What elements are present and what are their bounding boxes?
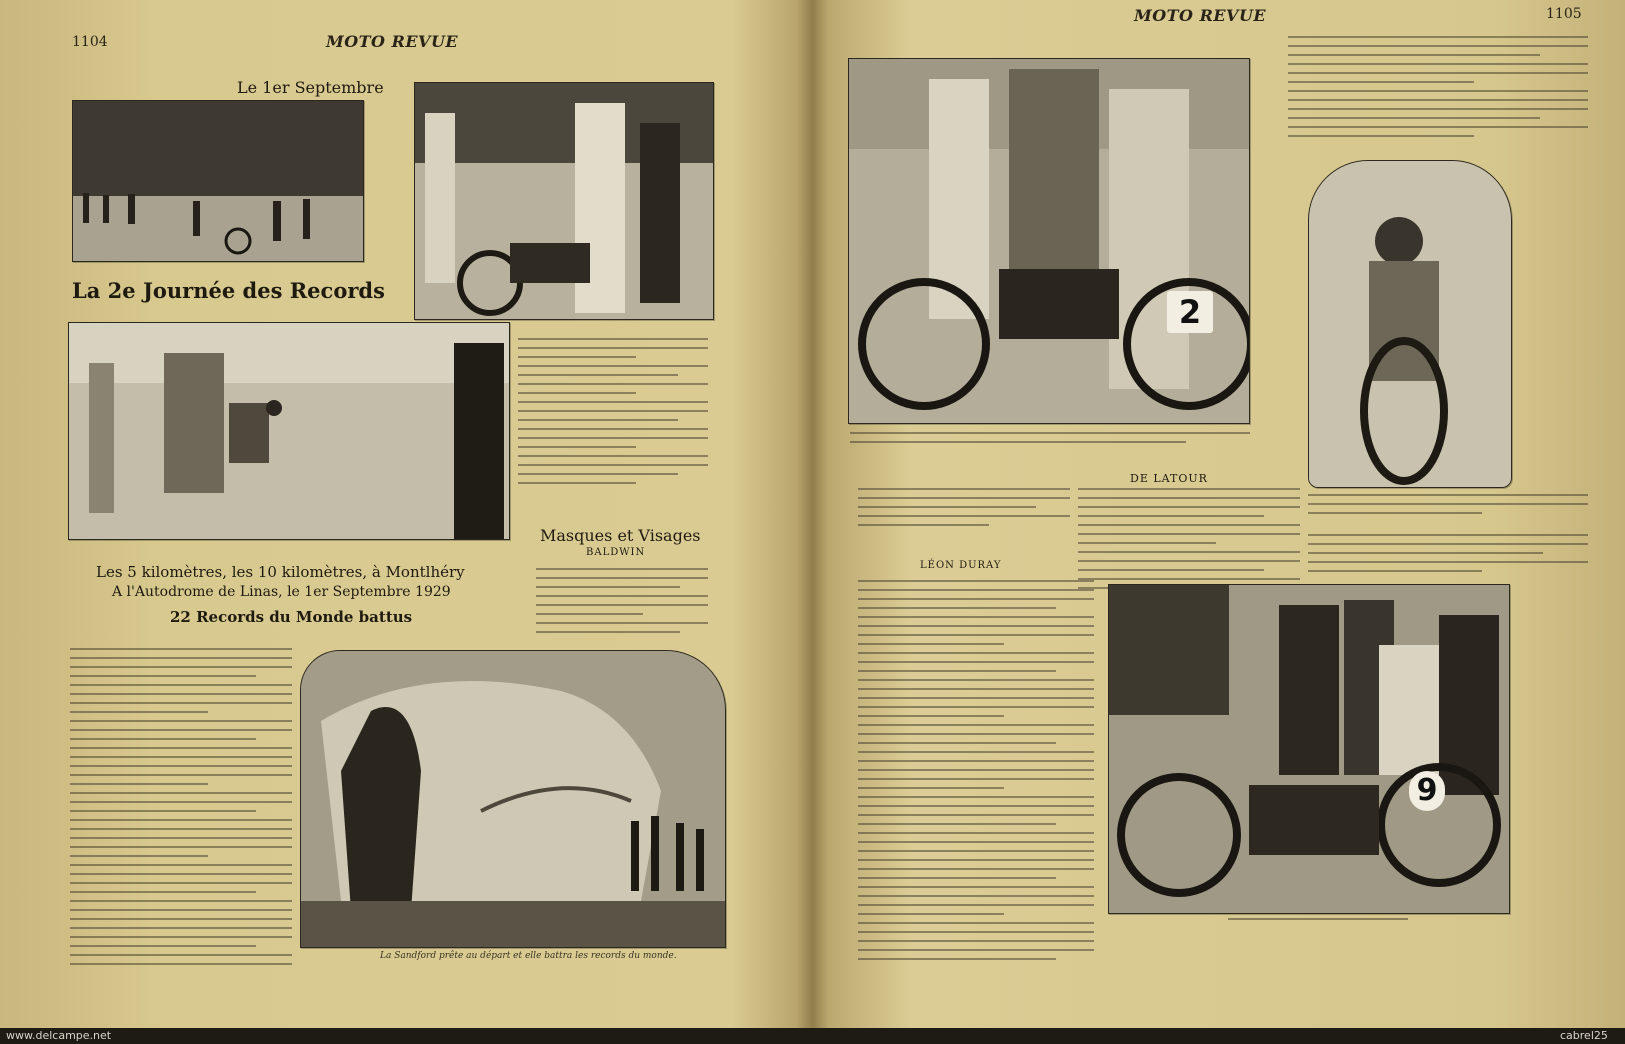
- photo-crash-scene: [414, 82, 714, 320]
- caption-sandford: La Sandford prête au départ et elle battra les records du monde.: [380, 951, 677, 961]
- section-heading-masques: Masques et Visages: [540, 526, 701, 545]
- caption-column-middle: [518, 338, 708, 508]
- rider-number-9: 9: [1409, 771, 1445, 811]
- main-headline: La 2e Journée des Records: [72, 278, 385, 303]
- date-heading: Le 1er Septembre: [237, 78, 384, 97]
- photo-motorcycle-9-group: [1108, 584, 1510, 914]
- section-subheading-baldwin: BALDWIN: [586, 547, 646, 558]
- watermark-footer: [0, 1028, 1625, 1044]
- photo-crowd-grandstand: [72, 100, 364, 262]
- footer-url: www.delcampe.net: [6, 1029, 112, 1042]
- page-number-right: 1105: [1546, 6, 1582, 22]
- subhead-records: 22 Records du Monde battus: [170, 608, 413, 626]
- photo-riders-motorcycle-2: [848, 58, 1250, 424]
- body-text-left-column: [70, 648, 292, 968]
- caption-single-rider: [1308, 494, 1588, 534]
- subhead-linas: A l'Autodrome de Linas, le 1er Septembre 1929: [112, 584, 451, 600]
- caption-duray-photo: [1228, 918, 1408, 930]
- footer-username: cabrel25: [1560, 1029, 1608, 1042]
- right-page: [808, 0, 1625, 1028]
- photo-track-mechanics: [68, 322, 510, 540]
- left-page: [0, 0, 800, 1028]
- section-heading-duray: LÉON DURAY: [920, 560, 1002, 571]
- masthead-right: MOTO REVUE: [1134, 6, 1267, 25]
- photo-sandford-streamliner: [300, 650, 726, 948]
- section-heading-latour: DE LATOUR: [1130, 472, 1208, 485]
- masthead-left: MOTO REVUE: [326, 32, 459, 51]
- caption-riders-photo: [850, 432, 1250, 454]
- subhead-distances: Les 5 kilomètres, les 10 kilomètres, à Montlhéry: [96, 563, 465, 581]
- text-left-column-top: [858, 488, 1070, 538]
- page-number-left: 1104: [72, 34, 108, 50]
- rider-number-2: 2: [1167, 291, 1213, 333]
- text-right-mid: [1308, 534, 1588, 584]
- text-column-top-right: [1288, 36, 1588, 154]
- photo-single-rider: [1308, 160, 1512, 488]
- text-baldwin: [536, 568, 708, 638]
- text-duray-column: [858, 580, 1094, 960]
